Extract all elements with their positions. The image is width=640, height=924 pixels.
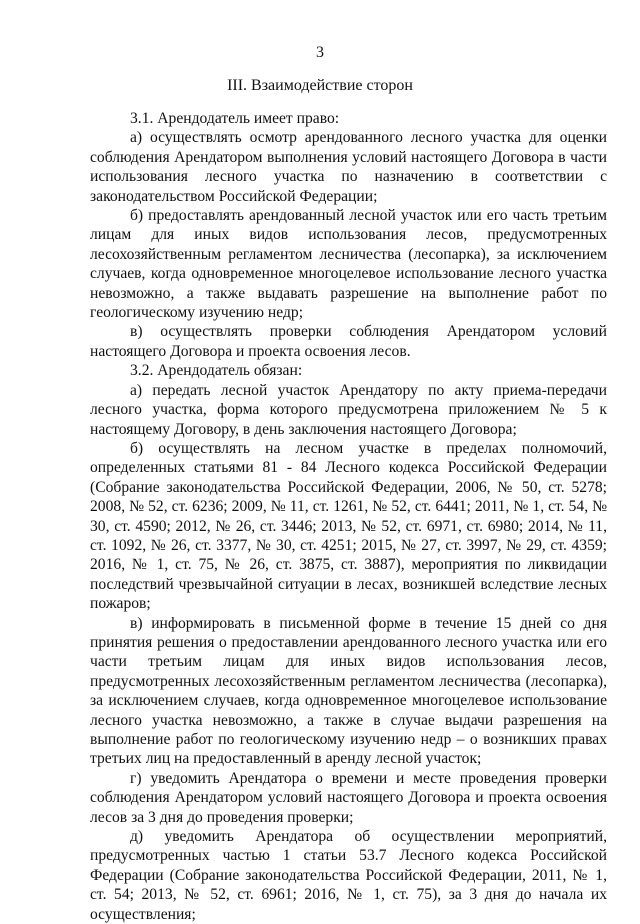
document-body: [90, 109, 607, 924]
paragraph-3-1-heading: 3.1. Арендодатель имеет право:: [130, 110, 340, 127]
paragraph-3-2-g: г) уведомить Арендатора о времени и месте проведения проверки соблюдения Арендатором условий настоящего Договора и проекта освоения лесов за 3 дня до проведения проверки;: [90, 769, 607, 826]
paragraph-3-2-b: б) осуществлять на лесном участке в пределах полномочий, определенных статьями 81 - 84 Лесного кодекса Российской Федерации (Собрание законодательства Российской Федерации, 2006, № 50, ст. 5278; 2008, № 52, ст. 6236; 2009, № 11, ст. 1261, № 52, ст. 6441; 2011, № 1, ст. 54, № 30, ст. 4590; 2012, № 26, ст. 3446; 2013, № 52, ст. 6971, ст. 6980; 2014, № 11, ст. 1092, № 26, ст. 3377, № 30, ст. 4251; 2015, № 27, ст. 3997, № 29, ст. 4359; 2016, № 1, ст. 75, № 26, ст. 3875, ст. 3887), мероприятия по ликвидации последствий чрезвычайной ситуации в лесах, возникшей вследствие лесных пожаров;: [90, 439, 607, 613]
page-number: 3: [316, 44, 324, 61]
section-title: III. Взаимодействие сторон: [227, 77, 413, 94]
paragraph-3-2-a: а) передать лесной участок Арендатору по акту приема-передачи лесного участка, форма которого предусмотрена приложением № 5 к настоящему Договору, в день заключения настоящего Договора;: [90, 381, 607, 438]
paragraph-3-1-v: в) осуществлять проверки соблюдения Арендатором условий настоящего Договора и проекта освоения лесов.: [90, 323, 607, 360]
paragraph-3-1-a: а) осуществлять осмотр арендованного лесного участка для оценки соблюдения Арендатором выполнения условий настоящего Договора в части использования лесного участка по назначению в соответствии с законодательством Российской Федерации;: [90, 129, 607, 205]
paragraph-3-2-v: в) информировать в письменной форме в течение 15 дней со дня принятия решения о предоставлении арендованного лесного участка или его части третьим лицам для иных видов использования лесов, предусмотренных лесохозяйственным регламентом лесничества (лесопарка), за исключением случаев, когда одновременное многоцелевое использование лесного участка невозможно, а также в случае выдачи разрешения на выполнение работ по геологическому изучению недр – о возникших правах третьих лиц на предоставленный в аренду лесной участок;: [90, 614, 607, 768]
paragraph-3-2-d: д) уведомить Арендатора об осуществлении мероприятий, предусмотренных частью 1 статьи 53.7 Лесного кодекса Российской Федерации (Собрание законодательства Российской Федерации, 2011, № 1, ст. 54; 2013, № 52, ст. 6961; 2016, № 1, ст. 75), за 3 дня до начала их осуществления;: [90, 828, 607, 923]
paragraph-3-2-heading: 3.2. Арендодатель обязан:: [130, 362, 303, 380]
paragraph-3-1-b: б) предоставлять арендованный лесной участок или его часть третьим лицам для иных видов использования лесов, предусмотренных лесохозяйственным регламентом лесничества (лесопарка), за исключением случаев, когда одновременное многоцелевое использование лесного участка невозможно, а также выдавать разрешение на выполнение работ по геологическому изучению недр;: [90, 207, 607, 322]
